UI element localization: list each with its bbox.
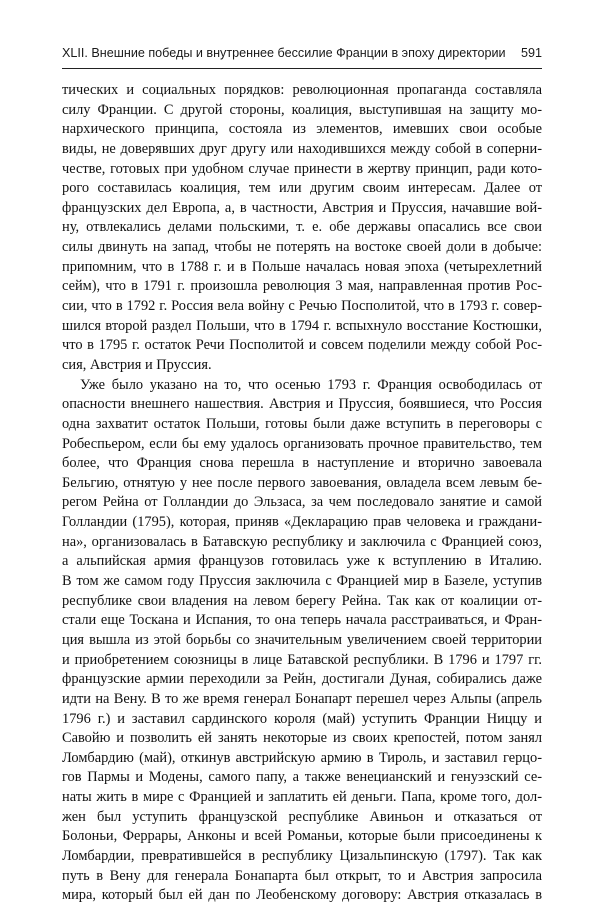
text-line: что в 1795 г. остаток Речи Посполитой и совсем поделили между собой Рос- bbox=[62, 337, 542, 354]
text-line: более, что Франция снова перешла в наступление и вторично завоевала bbox=[62, 455, 542, 472]
text-line: наты жить в мире с Францией и заплатить ей деньги. Папа, кроме того, дол- bbox=[62, 789, 542, 806]
text-line: Болоньи, Феррары, Анконы и всей Романьи, которые были присоединены к bbox=[62, 828, 542, 845]
text-line: а альпийская армия французов готовилась уже к вступлению в Италию. bbox=[62, 553, 542, 570]
text-line: шился второй раздел Польши, что в 1794 г. вспыхнуло восстание Костюшки, bbox=[62, 317, 542, 334]
text-line: идти на Вену. В то же время генерал Бонапарт перешел через Альпы (апрель bbox=[62, 690, 542, 707]
text-line: Уже было указано на то, что осенью 1793 г. Франция освободилась от bbox=[80, 376, 542, 393]
text-line: сии, что в 1792 г. Россия вела войну с Речью Посполитой, что в 1793 г. совер- bbox=[62, 298, 542, 315]
text-line: Голландии (1795), которая, приняв «Декларацию прав человека и граждани- bbox=[62, 514, 542, 531]
text-line: мира, который был ей дан по Леобенскому договору: Австрия отказалась в bbox=[62, 887, 542, 904]
page-number: 591 bbox=[520, 46, 542, 60]
text-line: ну, отвлекались делами польскими, т. е. обе державы опасались все свои bbox=[62, 219, 542, 236]
text-line: сейм), что в 1791 г. произошла революция 3 мая, направленная против Рос- bbox=[62, 278, 542, 295]
text-line: Савойю и позволить ей занять некоторые из своих крепостей, потом занял bbox=[62, 730, 542, 747]
paragraph-2 bbox=[62, 376, 542, 906]
text-line: Ломбардию (май), откинув австрийскую армию в Тироль, и заставил герцо- bbox=[62, 749, 542, 766]
text-line: ция вышла из этой борьбы со значительным увеличением своей территории bbox=[62, 631, 542, 648]
text-line: французских дел Европа, а, в частности, Австрия и Пруссия, начавшие вой- bbox=[62, 199, 542, 216]
text-line: одна захватит остаток Польши, готовы были даже вступить в переговоры с bbox=[62, 415, 542, 432]
text-line: силу Франции. С другой стороны, коалиция, выступившая на защиту мо- bbox=[62, 101, 542, 118]
body-text bbox=[62, 81, 542, 906]
text-line: В том же самом году Пруссия заключила с Францией мир в Базеле, уступив bbox=[62, 573, 542, 590]
paragraph-1 bbox=[62, 81, 542, 376]
text-line: жен был уступить французской республике Авиньон и отказаться от bbox=[62, 808, 542, 825]
text-line: тических и социальных порядков: революционная пропаганда составляла bbox=[62, 82, 542, 98]
text-line: рого составилась коалиция, тем или другим своим интересам. Далее от bbox=[62, 180, 542, 197]
text-line: Ломбардии, превратившейся в республику Цизальпинскую (1797). Так как bbox=[62, 847, 542, 864]
text-line: Робеспьером, если бы ему удалось организовать прочное правительство, тем bbox=[62, 435, 542, 452]
text-line: регом Рейна от Голландии до Эльзаса, за чем последовало занятие и самой bbox=[62, 494, 542, 511]
text-line: путь в Вену для генерала Бонапарта был открыт, то и Австрия запросила bbox=[62, 867, 542, 884]
text-line: припомним, что в 1788 г. и в Польше началась новая эпоха (четырехлетний bbox=[62, 258, 542, 275]
text-line: 1796 г.) и заставил сардинского короля (май) уступить Франции Ниццу и bbox=[62, 710, 542, 727]
text-line: стали еще Тоскана и Испания, то она теперь начала расстраиваться, и Фран- bbox=[62, 612, 542, 629]
running-title: XLII. Внешние победы и внутреннее бессилие Франции в эпоху директории bbox=[62, 46, 506, 60]
text-line: честве, готовых при удобном случае принести в жертву принцип, ради кото- bbox=[62, 160, 542, 177]
text-line: и приобретением союзницы в лице Батавской республики. В 1796 и 1797 гг. bbox=[62, 651, 542, 668]
text-line: на», организовалась в Батавскую республику и заключила с Францией союз, bbox=[62, 533, 542, 550]
text-line: силы двинуть на запад, чтобы не потерять на востоке своей доли в добыче: bbox=[62, 239, 542, 256]
header-rule bbox=[62, 68, 542, 69]
text-line: сия, Австрия и Пруссия. bbox=[62, 356, 212, 373]
text-line: гов Пармы и Модены, самого папу, а также венецианский и генуэзский се- bbox=[62, 769, 542, 786]
text-line: французские армии переходили за Рейн, достигали Дуная, собирались даже bbox=[62, 671, 542, 688]
text-line: нархического принципа, состояла из элементов, имевших свои особые bbox=[62, 121, 542, 138]
text-line: опасности внешнего нашествия. Австрия и Пруссия, боявшиеся, что Россия bbox=[62, 396, 542, 413]
running-header bbox=[62, 46, 542, 64]
text-line: Бельгию, отнятую у нее после первого завоевания, овладела всем левым бе- bbox=[62, 474, 542, 491]
text-line: виды, не доверявших друг другу или находившихся между собой в соперни- bbox=[62, 140, 542, 157]
text-line: республике свои владения на левом берегу Рейна. Так как от коалиции от- bbox=[62, 592, 542, 609]
